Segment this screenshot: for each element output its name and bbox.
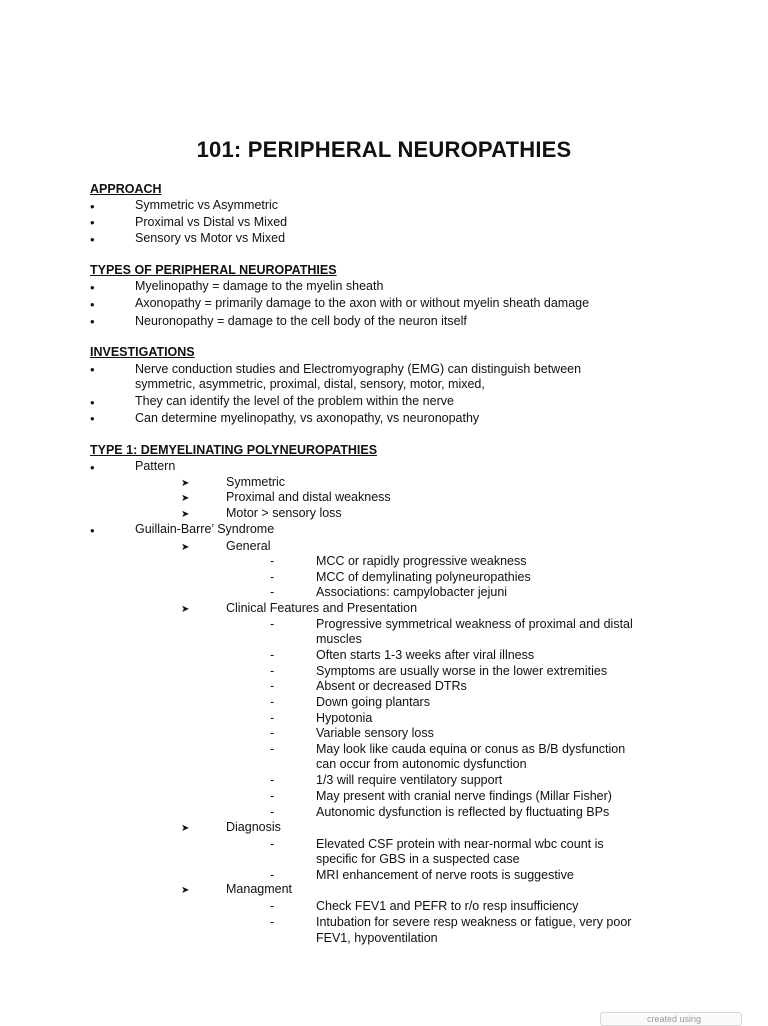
bullet-marker: • — [90, 280, 95, 295]
section-heading-approach: APPROACH — [90, 182, 162, 196]
detail-item: MRI enhancement of nerve roots is suggestive — [316, 868, 574, 882]
dash-marker: - — [270, 695, 275, 709]
list-item: Axonopathy = primarily damage to the axon with or without myelin sheath damage — [135, 296, 590, 310]
bullet-marker: • — [90, 395, 95, 410]
bullet-marker: • — [90, 523, 95, 538]
sub-list-item: Symmetric — [226, 475, 286, 489]
dash-marker: - — [270, 554, 275, 568]
arrow-bullet-icon: ➤ — [181, 885, 190, 896]
footer-label: created using — [647, 1014, 702, 1024]
list-item: Sensory vs Motor vs Mixed — [135, 231, 286, 245]
dash-marker: - — [270, 570, 275, 584]
list-item: Can determine myelinopathy, vs axonopathy, vs neuronopathy — [135, 411, 480, 425]
arrow-bullet-icon: ➤ — [181, 542, 190, 553]
list-item-gbs: Guillain-Barre’ Syndrome — [135, 522, 275, 536]
sub-list-item-clinical: Clinical Features and Presentation — [226, 601, 418, 615]
detail-item: MCC or rapidly progressive weakness — [316, 554, 527, 568]
list-item-pattern: Pattern — [135, 459, 176, 473]
detail-item: Elevated CSF protein with near-normal wbc count is — [316, 837, 604, 851]
detail-item-continuation: can occur from autonomic dysfunction — [316, 757, 527, 771]
detail-item: Hypotonia — [316, 711, 373, 725]
detail-item: Symptoms are usually worse in the lower extremities — [316, 664, 608, 678]
section-heading-investigations: INVESTIGATIONS — [90, 345, 195, 359]
dash-marker: - — [270, 789, 275, 803]
detail-item: Intubation for severe resp weakness or fatigue, very poor — [316, 915, 632, 929]
arrow-bullet-icon: ➤ — [181, 493, 190, 504]
detail-item-continuation: specific for GBS in a suspected case — [316, 852, 520, 866]
dash-marker: - — [270, 711, 275, 725]
dash-marker: - — [270, 679, 275, 693]
sub-list-item: Proximal and distal weakness — [226, 490, 391, 504]
arrow-bullet-icon: ➤ — [181, 509, 190, 520]
bullet-marker: • — [90, 362, 95, 377]
sub-list-item-general: General — [226, 539, 271, 553]
arrow-bullet-icon: ➤ — [181, 604, 190, 615]
dash-marker: - — [270, 915, 275, 929]
bullet-marker: • — [90, 314, 95, 329]
detail-item: May look like cauda equina or conus as B/B dysfunction — [316, 742, 626, 756]
detail-item: Associations: campylobacter jejuni — [316, 585, 508, 599]
list-item-continuation: symmetric, asymmetric, proximal, distal, sensory, motor, mixed, — [135, 377, 485, 391]
detail-item: 1/3 will require ventilatory support — [316, 773, 503, 787]
dash-marker: - — [270, 742, 275, 756]
dash-marker: - — [270, 585, 275, 599]
detail-item: Autonomic dysfunction is reflected by fluctuating BPs — [316, 805, 610, 819]
list-item: Nerve conduction studies and Electromyography (EMG) can distinguish between — [135, 362, 582, 376]
sub-list-item-diagnosis: Diagnosis — [226, 820, 281, 834]
sub-list-item-management: Managment — [226, 882, 293, 896]
detail-item: Down going plantars — [316, 695, 430, 709]
list-item: Myelinopathy = damage to the myelin sheath — [135, 279, 384, 293]
page-title: 101: PERIPHERAL NEUROPATHIES — [196, 137, 572, 162]
detail-item-continuation: muscles — [316, 632, 362, 646]
dash-marker: - — [270, 773, 275, 787]
list-item: Proximal vs Distal vs Mixed — [135, 215, 288, 229]
bullet-marker: • — [90, 215, 95, 230]
list-item: They can identify the level of the problem within the nerve — [135, 394, 454, 408]
dash-marker: - — [270, 664, 275, 678]
arrow-bullet-icon: ➤ — [181, 478, 190, 489]
arrow-bullet-icon: ➤ — [181, 823, 190, 834]
dash-marker: - — [270, 648, 275, 662]
detail-item: Variable sensory loss — [316, 726, 434, 740]
list-item: Symmetric vs Asymmetric — [135, 198, 279, 212]
dash-marker: - — [270, 726, 275, 740]
bullet-marker: • — [90, 411, 95, 426]
section-heading-types: TYPES OF PERIPHERAL NEUROPATHIES — [90, 263, 337, 277]
dash-marker: - — [270, 805, 275, 819]
sub-list-item: Motor > sensory loss — [226, 506, 342, 520]
detail-item: Often starts 1-3 weeks after viral illness — [316, 648, 535, 662]
dash-marker: - — [270, 868, 275, 882]
detail-item: May present with cranial nerve findings (Millar Fisher) — [316, 789, 612, 803]
dash-marker: - — [270, 617, 275, 631]
bullet-marker: • — [90, 199, 95, 214]
bullet-marker: • — [90, 232, 95, 247]
detail-item: Absent or decreased DTRs — [316, 679, 467, 693]
dash-marker: - — [270, 837, 275, 851]
detail-item: MCC of demylinating polyneuropathies — [316, 570, 531, 584]
bullet-marker: • — [90, 460, 95, 475]
detail-item: Check FEV1 and PEFR to r/o resp insufficiency — [316, 899, 579, 913]
detail-item-continuation: FEV1, hypoventilation — [316, 931, 438, 945]
bullet-marker: • — [90, 297, 95, 312]
detail-item: Progressive symmetrical weakness of proximal and distal — [316, 617, 633, 631]
dash-marker: - — [270, 899, 275, 913]
section-heading-type1: TYPE 1: DEMYELINATING POLYNEUROPATHIES — [90, 443, 378, 457]
list-item: Neuronopathy = damage to the cell body of the neuron itself — [135, 314, 467, 328]
